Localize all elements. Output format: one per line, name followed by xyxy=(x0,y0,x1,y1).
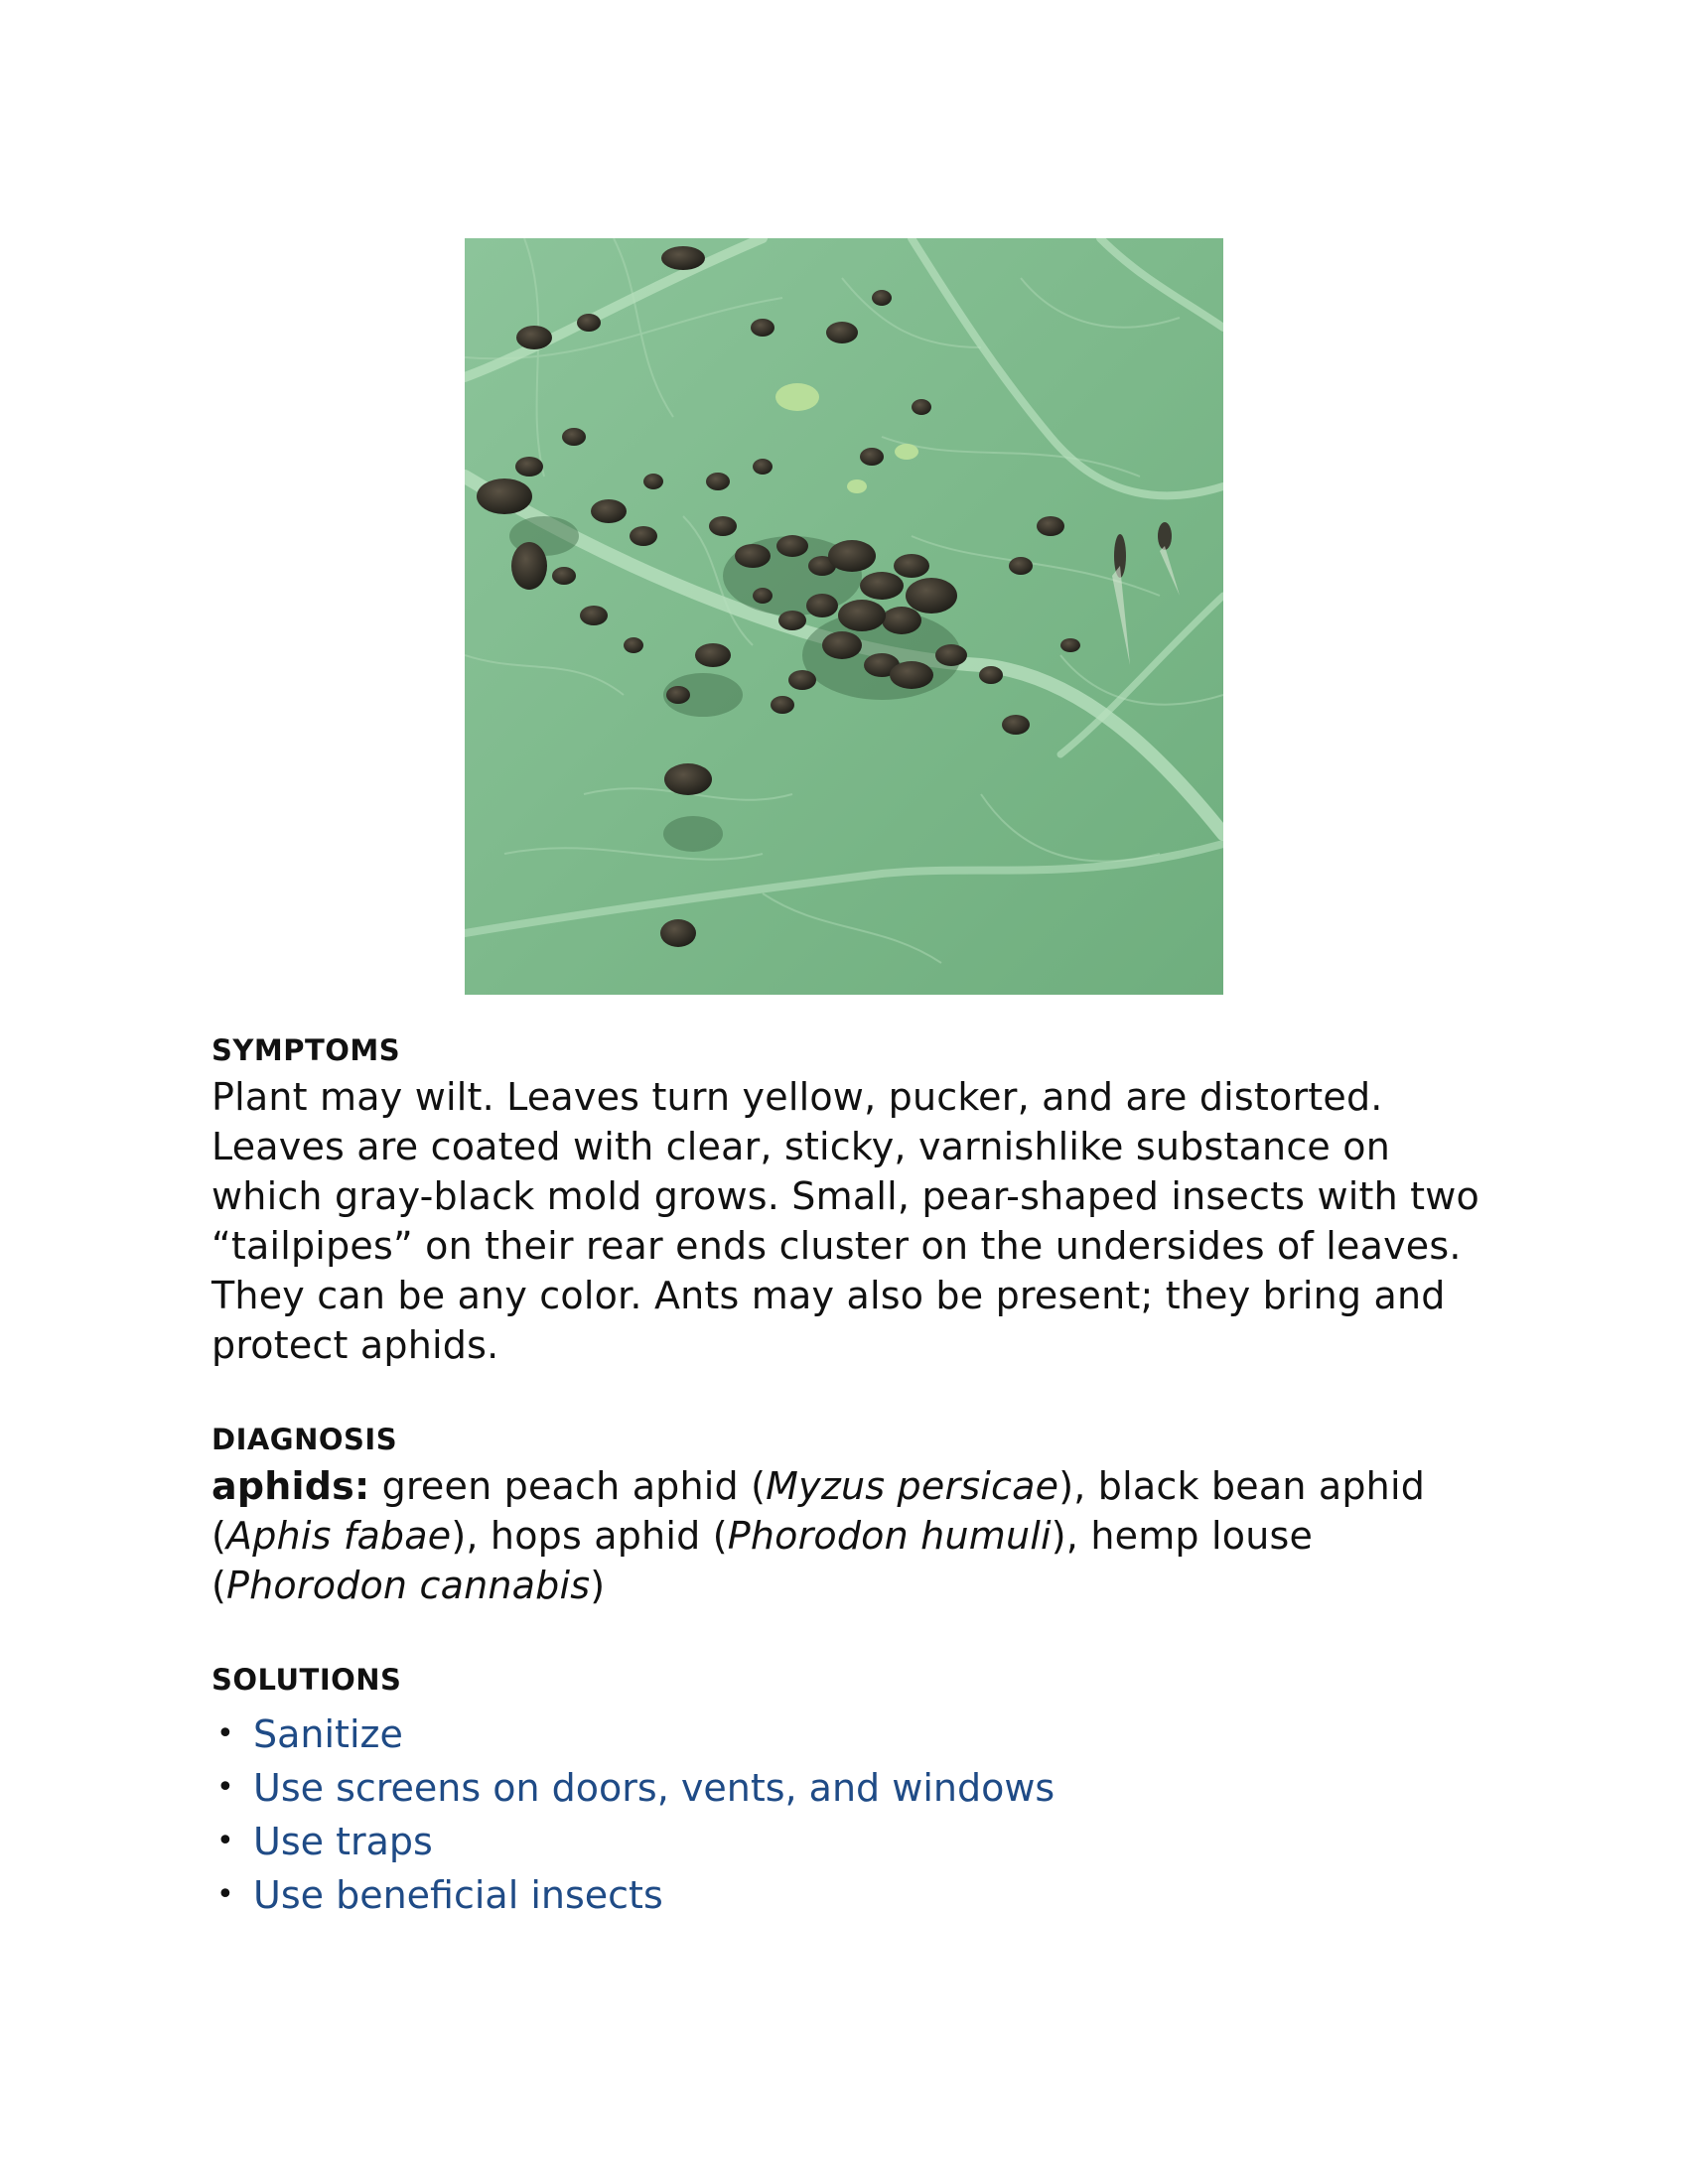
solution-link-traps[interactable]: Use traps xyxy=(253,1820,433,1863)
diagnosis-text-part: ), hops aphid ( xyxy=(451,1514,728,1558)
diagnosis-text xyxy=(211,1461,1492,1610)
content-column xyxy=(211,1032,1492,1974)
diagnosis-lead: aphids: xyxy=(211,1464,370,1508)
aphid-leaf-photo xyxy=(465,238,1223,995)
symptoms-heading: SYMPTOMS xyxy=(211,1033,401,1067)
solution-link-screens[interactable]: Use screens on doors, vents, and windows xyxy=(253,1766,1055,1810)
bullet-icon: • xyxy=(216,1877,234,1912)
bullet-icon: • xyxy=(216,1716,234,1751)
solutions-section xyxy=(211,1662,1492,1922)
diagnosis-text-part: ) xyxy=(590,1564,606,1607)
diagnosis-text-part: green peach aphid ( xyxy=(369,1464,767,1508)
symptoms-section xyxy=(211,1032,1492,1370)
solution-item xyxy=(211,1707,1492,1761)
solutions-heading: SOLUTIONS xyxy=(211,1663,402,1697)
scientific-name: Aphis fabae xyxy=(226,1514,452,1558)
solution-item xyxy=(211,1761,1492,1815)
solution-item xyxy=(211,1868,1492,1922)
solution-link-beneficial-insects[interactable]: Use beneficial insects xyxy=(253,1873,663,1917)
scientific-name: Myzus persicae xyxy=(766,1464,1059,1508)
diagnosis-heading: DIAGNOSIS xyxy=(211,1423,398,1456)
diagnosis-text-part: ), black bean aphid ( xyxy=(211,1464,1426,1558)
bullet-icon: • xyxy=(216,1824,234,1858)
diagnosis-section xyxy=(211,1422,1492,1610)
solutions-list xyxy=(211,1707,1492,1922)
solution-item xyxy=(211,1815,1492,1868)
bullet-icon: • xyxy=(216,1770,234,1805)
diagnosis-text-part: ), hemp louse ( xyxy=(211,1514,1314,1607)
solution-link-sanitize[interactable]: Sanitize xyxy=(253,1712,403,1756)
scientific-name: Phorodon cannabis xyxy=(226,1564,591,1607)
symptoms-text: Plant may wilt. Leaves turn yellow, pucker, and are distorted. Leaves are coated with clear, sticky, varnishlike substance on which gray-black mold grows. Small, pear-shaped insects with two “tailpipes” on their rear ends cluster on the undersides of leaves. They can be any color. Ants may also be present; they bring and protect aphids. xyxy=(211,1075,1479,1367)
scientific-name: Phorodon humuli xyxy=(727,1514,1052,1558)
